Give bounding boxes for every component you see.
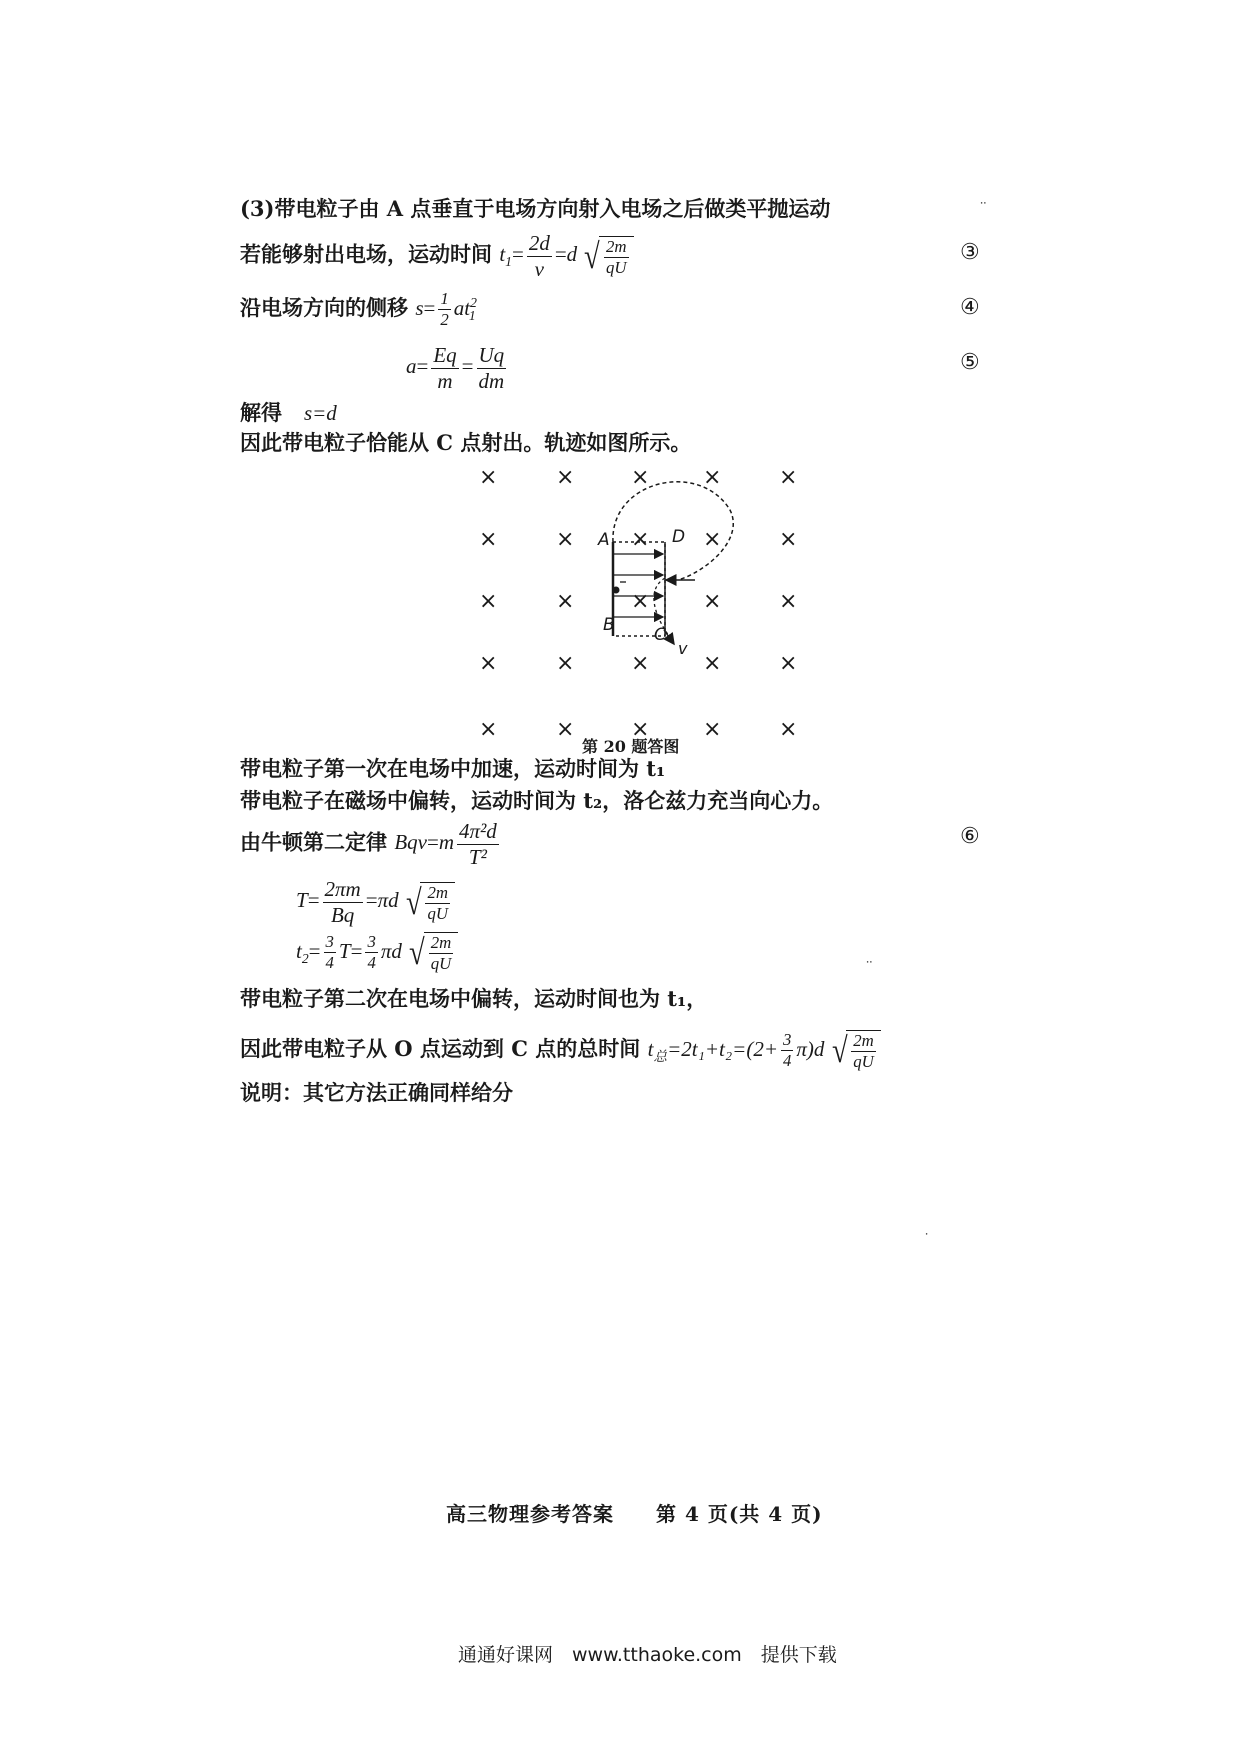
watermark: 通通好课网 www.tthaoke.com 提供下载 — [458, 1644, 837, 1666]
field-cross: × — [779, 589, 798, 614]
field-cross: × — [479, 589, 498, 614]
total-text: 因此带电粒子从 O 点运动到 C 点的总时间 — [240, 1035, 648, 1061]
eq-t2-lhs: t — [296, 938, 302, 963]
eq-t2-sqrt-den: qU — [430, 954, 452, 974]
start-point-o — [613, 587, 620, 594]
eq4-lhs: s — [415, 295, 424, 320]
eq4-rhs: at — [453, 295, 471, 320]
eq3-line: 若能够射出电场，运动时间 $t_1=$ $\frac{2d}{v}$ =d √ $\frac{2m}{qU}$ — [240, 232, 634, 281]
eq-t2-fraction-1 — [324, 933, 336, 973]
eq-t-frac-den: Bq — [330, 903, 355, 928]
figure-caption: 第 20 题答图 — [582, 737, 680, 756]
eq-t-coef: πd — [377, 888, 399, 913]
eq3-sqrt-den: qU — [606, 258, 627, 278]
field-cross: × — [779, 465, 798, 490]
eq4-number-mark: ④ — [960, 295, 980, 320]
note: 说明：其它方法正确同样给分 — [240, 1080, 513, 1105]
label-b: B — [603, 615, 615, 635]
eq-t-sqrt: √ $\frac{2m}{qU}$ — [404, 882, 455, 924]
eq5-fraction-2 — [477, 344, 507, 393]
eq6-text: 由牛顿第二定律 — [240, 829, 395, 855]
eq-t2-sqrt-num: 2m — [429, 934, 454, 954]
trajectory-figure — [440, 450, 820, 750]
eq3-text: 若能够射出电场，运动时间 — [240, 241, 500, 267]
eq4-rhs-sub: 1 — [468, 307, 476, 323]
field-cross: × — [631, 717, 650, 742]
eq4-rhs-sup: 2 — [470, 294, 477, 310]
field-cross: × — [479, 527, 498, 552]
eq-t2-frac1-num: 3 — [324, 933, 336, 953]
field-cross: × — [631, 651, 650, 676]
field-cross: × — [703, 589, 722, 614]
total-sqrt-num: 2m — [851, 1032, 876, 1052]
eq3-frac-den: v — [534, 257, 544, 282]
total-fraction — [781, 1031, 793, 1071]
eq-t-line: T= $\frac{2\pi m}{Bq}$ =πd √ $\frac{2m}{qU}$ — [296, 878, 455, 927]
eq5-fraction-1 — [431, 344, 458, 393]
label-v: v — [678, 639, 688, 658]
para-second: 带电粒子第二次在电场中偏转，运动时间也为 t₁， — [240, 986, 708, 1011]
eq-t2-frac1-den: 4 — [325, 953, 334, 973]
eq3-lhs: t — [499, 242, 506, 267]
field-cross: × — [631, 465, 650, 490]
label-d: D — [672, 527, 686, 547]
eq6-lhs: Bqv — [394, 830, 427, 855]
eq-t2-coef: πd — [380, 938, 402, 963]
eq-t2-mid: T — [338, 938, 351, 963]
eq4-fraction — [438, 290, 450, 330]
para-deflect: 带电粒子在磁场中偏转，运动时间为 t₂，洛仑兹力充当向心力。 — [240, 788, 834, 813]
field-cross: × — [479, 465, 498, 490]
total-time-line — [240, 1030, 881, 1072]
eq3-lhs-sub: 1 — [505, 254, 512, 270]
field-cross: × — [779, 651, 798, 676]
field-cross: × — [703, 717, 722, 742]
eq3-sqrt: √ $\frac{2m}{qU}$ — [582, 236, 633, 278]
solve-label: 解得 — [240, 400, 282, 425]
scan-speck: ⸱ — [925, 1227, 929, 1241]
magnetic-field-crosses — [479, 465, 797, 742]
total-lhs: t — [647, 1036, 654, 1061]
total-lhs-sub: 总 — [653, 1048, 668, 1064]
eq3-number-mark: ③ — [960, 240, 980, 265]
eq-t2-frac2-den: 4 — [367, 953, 376, 973]
eq6-frac-den: T² — [468, 845, 487, 870]
eq5-number-mark: ⑤ — [960, 350, 980, 375]
field-cross: × — [703, 527, 722, 552]
field-cross: × — [479, 717, 498, 742]
field-cross: × — [556, 527, 575, 552]
para-accel: 带电粒子第一次在电场中加速，运动时间为 t₁ — [240, 756, 666, 781]
eq4-frac-num: 1 — [438, 290, 450, 310]
label-a: A — [598, 530, 610, 550]
total-after: π)d — [796, 1036, 825, 1061]
field-cross: × — [703, 651, 722, 676]
total-frac-den: 4 — [783, 1051, 792, 1071]
eq5-frac2-num: Uq — [477, 344, 507, 369]
eq-t2-fraction-2 — [365, 933, 377, 973]
eq-t-sqrt-num: 2m — [425, 884, 450, 904]
total-sqrt-den: qU — [853, 1052, 874, 1072]
eq-t2-line: $t_2=$ $\frac{3}{4}$ T= $\frac{3}{4}$ πd √ $\frac{2m}{qU}$ — [296, 932, 458, 974]
eq3-fraction — [527, 232, 552, 281]
eq6-fraction — [457, 820, 499, 869]
eq5-frac1-den: m — [437, 369, 453, 394]
eq-t2-sqrt: √ $\frac{2m}{qU}$ — [407, 932, 458, 974]
page-footer: 高三物理参考答案 第 4 页(共 4 页) — [446, 1502, 823, 1526]
eq-t-lhs: T — [296, 888, 308, 913]
eq-t2-frac2-num: 3 — [365, 933, 377, 953]
solve-line — [240, 402, 337, 424]
total-sqrt: √ $\frac{2m}{qU}$ — [830, 1030, 881, 1072]
eq5-frac2-den: dm — [478, 369, 505, 394]
field-cross: × — [556, 651, 575, 676]
eq-t-sqrt-den: qU — [427, 904, 448, 924]
conclusion: 因此带电粒子恰能从 C 点射出。轨迹如图所示。 — [240, 430, 692, 455]
field-cross: × — [779, 717, 798, 742]
eq6-coef: m — [438, 830, 454, 855]
eq5-frac1-num: Eq — [431, 344, 458, 369]
field-cross: × — [556, 589, 575, 614]
eq3-coef: d — [566, 242, 578, 267]
field-cross: × — [556, 465, 575, 490]
eq3-frac-num: 2d — [527, 232, 552, 257]
eq5-line: a= $\frac{Eq}{m}$ = $\frac{Uq}{dm}$ — [406, 343, 505, 394]
label-c: C — [654, 625, 666, 645]
p3-intro: (3)带电粒子由 A 点垂直于电场方向射入电场之后做类平抛运动 — [240, 196, 831, 221]
eq-t2-lhs-sub: 2 — [301, 950, 309, 966]
field-cross: × — [779, 527, 798, 552]
field-cross: × — [703, 465, 722, 490]
field-cross: × — [479, 651, 498, 676]
eq6-line: 由牛顿第二定律 Bqv=m $\frac{\text{4π²d}}{\text{T²}}$ — [240, 819, 497, 870]
eq4-text: 沿电场方向的侧移 — [240, 294, 416, 320]
scan-speck: ⸱⸱ — [980, 196, 987, 210]
eq6-number-mark: ⑥ — [960, 824, 980, 849]
eq-t-frac-num: 2πm — [323, 878, 363, 903]
field-cross: × — [631, 589, 650, 614]
total-frac-num: 3 — [781, 1031, 793, 1051]
field-cross: × — [631, 527, 650, 552]
field-cross: × — [556, 717, 575, 742]
eq6-frac-num: 4π²d — [457, 820, 499, 845]
scan-speck: ⸱⸱ — [866, 955, 873, 969]
eq3-sqrt-num: 2m — [604, 238, 629, 258]
eq4-frac-den: 2 — [440, 310, 449, 330]
eq4-line: 沿电场方向的侧移 s= $\frac{1}{2}$ $at^2_1$ — [240, 289, 477, 330]
total-mid: =2t₁+t₂=(2+ — [667, 1036, 779, 1061]
solve-expr: s=d — [303, 401, 337, 425]
eq-t-fraction — [323, 878, 363, 927]
eq5-lhs: a — [406, 354, 417, 379]
